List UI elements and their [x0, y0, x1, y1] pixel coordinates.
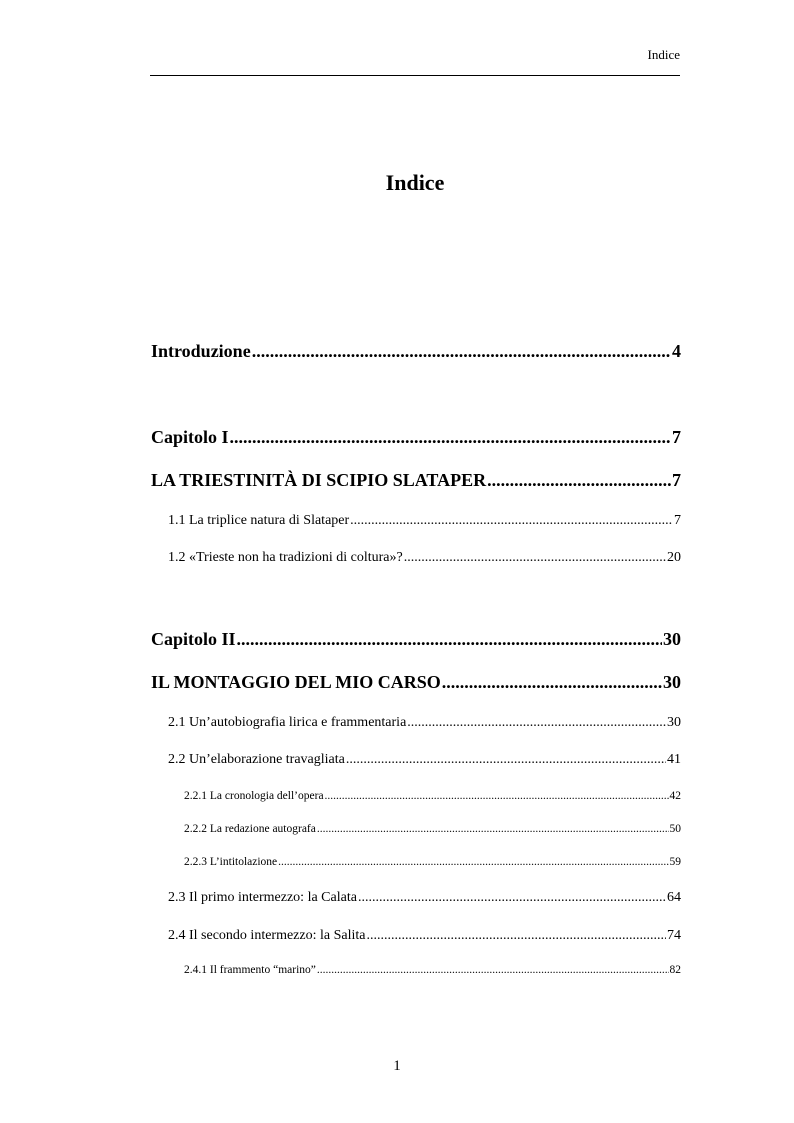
page-title: Indice	[385, 170, 445, 195]
toc-entry-page: 30	[667, 715, 681, 730]
toc-entry-page: 20	[667, 550, 681, 565]
toc-entry-label: 2.4 Il secondo intermezzo: la Salita	[168, 928, 366, 943]
toc-entry-label: LA TRIESTINITÀ DI SCIPIO SLATAPER	[151, 470, 487, 490]
toc-entry-2-4[interactable]	[168, 928, 681, 944]
toc-entry-page: 64	[667, 890, 681, 905]
toc-entry-2-2-2[interactable]	[184, 823, 681, 835]
toc-entry-label: Capitolo I	[151, 427, 229, 447]
dot-leader	[278, 856, 668, 868]
dot-leader	[252, 341, 671, 362]
toc-entry-2-2-1[interactable]	[184, 790, 681, 802]
toc-entry-label: Introduzione	[151, 341, 251, 361]
toc-entry-page: 7	[674, 513, 681, 528]
toc-entry-label: 2.1 Un’autobiografia lirica e frammentaria	[168, 715, 407, 730]
toc-entry-label: Capitolo II	[151, 629, 236, 649]
toc-entry-label: 2.3 Il primo intermezzo: la Calata	[168, 890, 357, 905]
dot-leader	[487, 470, 671, 491]
toc-entry-page: 74	[667, 928, 681, 943]
dot-leader	[442, 672, 662, 693]
toc-entry-label: 2.2.3 L’intitolazione	[184, 856, 278, 868]
toc-entry-page: 59	[669, 856, 681, 868]
dot-leader	[317, 964, 669, 976]
toc-entry-montaggio[interactable]	[151, 672, 681, 693]
dot-leader	[367, 928, 667, 944]
toc-entry-label: 2.2.1 La cronologia dell’opera	[184, 790, 324, 802]
dot-leader	[237, 629, 662, 650]
toc-entry-page: 50	[669, 823, 681, 835]
dot-leader	[350, 513, 673, 529]
toc-entry-1-1[interactable]	[168, 513, 681, 529]
toc-entry-page: 30	[663, 629, 681, 649]
toc-entry-label: 1.1 La triplice natura di Slataper	[168, 513, 350, 528]
toc-entry-capitolo-2[interactable]	[151, 629, 681, 650]
dot-leader	[358, 890, 666, 906]
running-header: Indice	[647, 47, 680, 62]
toc-entry-2-3[interactable]	[168, 890, 681, 906]
toc-entry-triestinita[interactable]	[151, 470, 681, 491]
toc-entry-page: 7	[672, 427, 681, 447]
toc-entry-label: IL MONTAGGIO DEL MIO CARSO	[151, 672, 441, 692]
toc-entry-page: 7	[672, 470, 681, 490]
dot-leader	[230, 427, 671, 448]
toc-entry-page: 42	[669, 790, 681, 802]
toc-entry-2-1[interactable]	[168, 715, 681, 731]
toc-entry-page: 41	[667, 752, 681, 767]
dot-leader	[317, 823, 669, 835]
toc-entry-2-4-1[interactable]	[184, 964, 681, 976]
toc-entry-page: 30	[663, 672, 681, 692]
dot-leader	[407, 715, 666, 731]
dot-leader	[404, 550, 666, 566]
toc-entry-2-2[interactable]	[168, 752, 681, 768]
toc-entry-1-2[interactable]	[168, 550, 681, 566]
toc-entry-label: 2.4.1 Il frammento “marino”	[184, 964, 316, 976]
dot-leader	[325, 790, 669, 802]
page-number: 1	[393, 1058, 401, 1074]
toc-entry-label: 1.2 «Trieste non ha tradizioni di coltura»?	[168, 550, 403, 565]
toc-entry-page: 4	[672, 341, 681, 361]
dot-leader	[346, 752, 666, 768]
toc-entry-label: 2.2 Un’elaborazione travagliata	[168, 752, 345, 767]
header-rule	[150, 75, 680, 76]
toc-entry-capitolo-1[interactable]	[151, 427, 681, 448]
toc-entry-2-2-3[interactable]	[184, 856, 681, 868]
toc-entry-page: 82	[669, 964, 681, 976]
toc-entry-label: 2.2.2 La redazione autografa	[184, 823, 316, 835]
toc-entry-introduzione[interactable]	[151, 341, 681, 362]
